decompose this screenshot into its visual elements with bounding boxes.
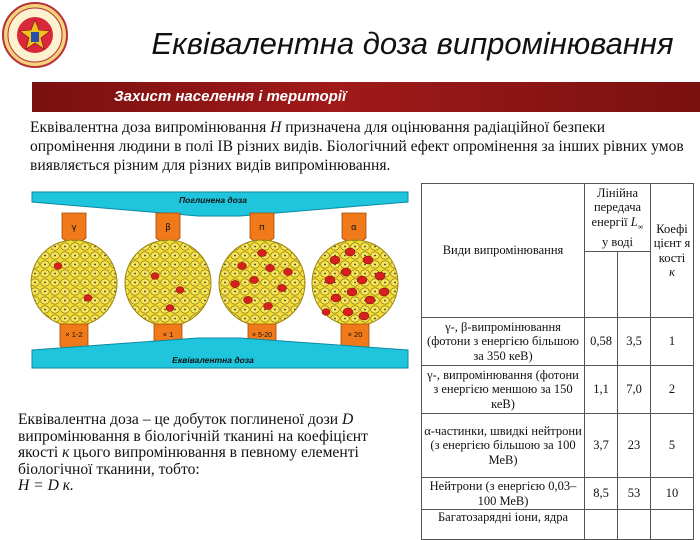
formula: H = D к. (18, 477, 74, 494)
page-title: Еквівалентна доза випромінювання (151, 26, 674, 61)
type-label-beta: β (165, 223, 171, 233)
table-row: γ-, випромінювання (фотони з енергією меншою за 150 кеВ) 1,1 7,0 2 (422, 366, 694, 414)
col-header-quality: Коефіцієнт якості к (651, 184, 694, 318)
intro-paragraph (30, 118, 690, 175)
banner-text: Захист населення і території (114, 88, 347, 105)
university-emblem (2, 2, 68, 68)
table-row: α-частинки, швидкі нейтрони (з енергією більшою за 100 МеВ) 3,7 23 5 (422, 414, 694, 478)
table-row: γ-, β-випромінювання (фотони з енергією більшою за 350 кеВ) 0,58 3,5 1 (422, 318, 694, 366)
intro-text-1: Еквівалентна доза випромінювання (30, 119, 271, 136)
definition-text-3: цього випромінювання в певному елементі біологічної тканини, тобто: (18, 444, 359, 478)
row-name: γ-, β-випромінювання (фотони з енергією більшою за 350 кеВ) (422, 318, 585, 366)
intro-text-2: призначена для оцінювання радіаційної безпеки опромінення людини в полі ІВ різних видів. Біологічний ефект опромінення за інших рівних умов виявляється різним для різних видів випромінювання. (30, 119, 684, 174)
factor-label-n: × 5-20 (251, 332, 273, 339)
quality-factor-table (421, 183, 694, 540)
definition-text-1: Еквівалентна доза – це добуток поглиненої дози (18, 411, 343, 428)
definition-paragraph (18, 412, 408, 495)
col-header-types: Види випромінювання (422, 184, 585, 318)
type-label-gamma: γ (71, 223, 77, 233)
definition-text-2: випромінювання в біологічній тканині на коефіцієнт якості (18, 427, 368, 461)
tissue-circle-gamma (31, 240, 117, 326)
h-symbol: H (270, 119, 282, 136)
row-name: Нейтрони (з енергією 0,03–100 МеВ) (422, 478, 585, 510)
tissue-circle-beta (125, 240, 211, 326)
factor-label-beta: × 1 (162, 330, 174, 339)
d-symbol: D (342, 411, 354, 428)
row-name: α-частинки, швидкі нейтрони (з енергією більшою за 100 МеВ) (422, 414, 585, 478)
type-arrows (62, 213, 366, 247)
equivalent-dose-label: Еквівалентна доза (172, 355, 254, 365)
absorbed-dose-label: Поглинена доза (179, 195, 247, 205)
table-row: Нейтрони (з енергією 0,03–100 МеВ) 8,5 53 10 (422, 478, 694, 510)
row-name: Багатозарядні іони, ядра (422, 510, 585, 540)
type-label-n: п (259, 223, 265, 233)
type-label-alpha: α (351, 223, 357, 233)
factor-label-gamma: × 1-2 (65, 330, 83, 339)
dose-diagram (30, 188, 410, 378)
col-header-let: Лінійна передача енергії $L_\infty$ у воді (585, 184, 651, 252)
row-name: γ-, випромінювання (фотони з енергією меншою за 150 кеВ) (422, 366, 585, 414)
factor-label-alpha: × 20 (347, 330, 363, 339)
k-symbol: к (62, 444, 70, 461)
